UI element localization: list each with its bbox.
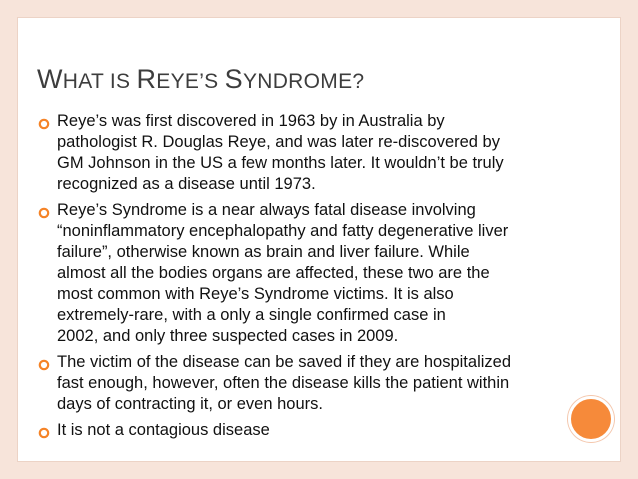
- bullet-list: [37, 111, 557, 446]
- bullet-text: [57, 200, 557, 347]
- title-part: W: [37, 64, 63, 94]
- bullet-line: failure”, otherwise known as brain and liver failure. While: [57, 243, 470, 261]
- ring-bullet-icon: [38, 358, 50, 370]
- bullet-line: most common with Reye’s Syndrome victims. It is also: [57, 285, 454, 303]
- bullet-item: [37, 111, 557, 195]
- slide-border-left: [0, 0, 17, 479]
- ring-bullet-icon: [38, 426, 50, 438]
- bullet-line: GM Johnson in the US a few months later. It wouldn’t be truly: [57, 154, 504, 172]
- bullet-line: Reye’s was first discovered in 1963 by in Australia by: [57, 112, 445, 130]
- bullet-item: [37, 200, 557, 347]
- bullet-line: The victim of the disease can be saved if they are hospitalized: [57, 353, 511, 371]
- bullet-line: 2002, and only three suspected cases in 2009.: [57, 327, 399, 345]
- bullet-item: [37, 420, 557, 441]
- bullet-line: almost all the bodies organs are affected, these two are the: [57, 264, 490, 282]
- slide-border-bottom: [0, 462, 638, 479]
- slide-border-top: [0, 0, 638, 17]
- slide-border-right: [621, 0, 638, 479]
- bullet-line: “noninflammatory encephalopathy and fatty degenerative liver: [57, 222, 509, 240]
- bullet-line: extremely-rare, with a only a single confirmed case in: [57, 306, 446, 324]
- bullet-text: [57, 420, 557, 441]
- bullet-text: [57, 111, 557, 195]
- bullet-line: recognized as a disease until 1973.: [57, 175, 316, 193]
- title-part: HAT IS: [62, 70, 137, 93]
- title-part: R: [136, 64, 157, 94]
- bullet-line: days of contracting it, or even hours.: [57, 395, 323, 413]
- bullet-text: [57, 352, 557, 415]
- title-part: YNDROME?: [242, 70, 365, 93]
- title-part: EYE’S: [156, 70, 225, 93]
- ring-bullet-icon: [38, 206, 50, 218]
- title-part: S: [224, 64, 243, 94]
- decorative-orange-circle: [568, 396, 614, 442]
- ring-bullet-icon: [38, 117, 50, 129]
- bullet-line: pathologist R. Douglas Reye, and was later re-discovered by: [57, 133, 500, 151]
- bullet-line: fast enough, however, often the disease kills the patient within: [57, 374, 510, 392]
- bullet-line: Reye’s Syndrome is a near always fatal disease involving: [57, 201, 476, 219]
- bullet-line: It is not a contagious disease: [57, 421, 270, 439]
- bullet-item: [37, 352, 557, 415]
- slide-title: [37, 62, 364, 99]
